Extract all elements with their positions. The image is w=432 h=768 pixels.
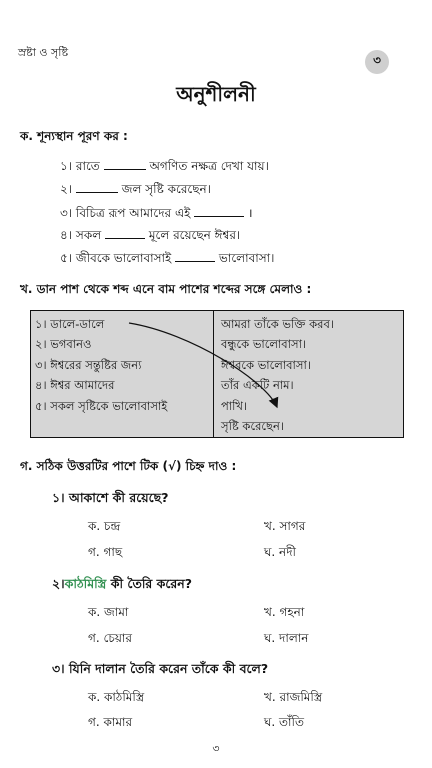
question-text: যিনি দালান তৈরি করেন তাঁকে কী বলে?: [68, 661, 269, 676]
footer-page-number: ৩: [212, 742, 220, 755]
right-item[interactable]: তাঁর একটি নাম।: [221, 378, 294, 393]
option-ka[interactable]: ক. চন্দ্র: [88, 519, 121, 533]
blank-line[interactable]: [76, 192, 118, 193]
item-number: ২।: [60, 182, 73, 196]
option-ga[interactable]: গ. চেয়ার: [88, 631, 132, 645]
section-ga-heading: গ. সঠিক উত্তরটির পাশে টিক (√) চিহ্ন দাও :: [20, 459, 237, 473]
right-column: [221, 315, 334, 438]
item-text-before: সকল: [75, 228, 102, 242]
item-text-before: বিচিত্র রূপ আমাদের এই: [75, 206, 191, 220]
fill-item-3: [60, 204, 253, 225]
question-text: আকাশে কী রয়েছে?: [68, 490, 169, 505]
right-item[interactable]: বন্ধুকে ভালোবাসা।: [221, 337, 307, 352]
table-divider: [213, 311, 214, 437]
matching-table: [30, 310, 404, 438]
blank-line[interactable]: [175, 261, 215, 262]
page-number-badge: ৩: [365, 50, 389, 74]
left-item[interactable]: ১। ডালে-ডালে: [35, 316, 105, 331]
book-title: স্রষ্টা ও সৃষ্টি: [18, 46, 69, 59]
left-item[interactable]: ২। ভগবানও: [35, 337, 92, 352]
item-number: ৫।: [60, 251, 73, 265]
item-number: ৩।: [60, 206, 73, 220]
blank-line[interactable]: [105, 238, 145, 239]
item-text-before: জীবকে ভালোবাসাই: [75, 251, 172, 265]
option-ga[interactable]: গ. কামার: [88, 715, 133, 729]
option-gha[interactable]: ঘ. নদী: [264, 545, 296, 559]
item-number: ৪।: [60, 228, 73, 242]
fill-item-2: [60, 181, 211, 201]
section-kha-heading: খ. ডান পাশ থেকে শব্দ এনে বাম পাশের শব্দের সঙ্গে মেলাও :: [20, 282, 312, 296]
question-number: ১।: [52, 490, 65, 505]
item-text-after: মূলে রয়েছেন ঈশ্বর।: [148, 228, 241, 242]
right-item[interactable]: পাখি।: [221, 398, 248, 413]
blank-line[interactable]: [104, 169, 146, 170]
option-ka[interactable]: ক. জামা: [88, 605, 129, 619]
right-item[interactable]: সৃষ্টি করেছেন।: [221, 419, 284, 434]
fill-item-1: [60, 158, 269, 178]
fill-item-5: [60, 250, 274, 270]
item-text-after: ।: [247, 206, 253, 220]
highlighted-word: কাঠমিস্ত্রি: [64, 576, 107, 591]
right-item[interactable]: ঈশ্বরকে ভালোবাসা।: [221, 357, 311, 372]
item-text-before: রাতে: [75, 159, 100, 173]
left-column: [35, 315, 167, 418]
blank-line[interactable]: [194, 216, 244, 217]
item-number: ১।: [60, 159, 73, 173]
left-item[interactable]: ৪। ঈশ্বর আমাদের: [35, 378, 115, 393]
fill-item-4: [60, 227, 240, 247]
question-text: কী তৈরি করেন?: [106, 576, 192, 591]
option-ga[interactable]: গ. গাছ: [88, 545, 123, 559]
page-title: অনুশীলনী: [176, 82, 256, 106]
question-1: [52, 490, 168, 510]
question-number: ২।: [52, 576, 65, 591]
question-3: [52, 661, 268, 681]
left-item[interactable]: ৫। সকল সৃষ্টিকে ভালোবাসাই: [35, 398, 168, 413]
question-2: [52, 576, 192, 596]
option-gha[interactable]: ঘ. দালান: [264, 631, 309, 645]
item-text-after: ভালোবাসা।: [218, 251, 275, 265]
option-ka[interactable]: ক. কাঠমিস্ত্রি: [88, 690, 145, 704]
question-number: ৩।: [52, 661, 65, 676]
item-text-after: অগণিত নক্ষত্র দেখা যায়।: [149, 159, 269, 173]
left-item[interactable]: ৩। ঈশ্বরের সন্তুষ্টির জন্য: [35, 357, 142, 372]
option-kha[interactable]: খ. রাজমিস্ত্রি: [264, 690, 323, 704]
right-item[interactable]: আমরা তাঁকে ভক্তি করব।: [221, 316, 334, 331]
section-ka-heading: ক. শূন্যস্থান পূরণ কর :: [20, 129, 128, 143]
option-kha[interactable]: খ. সাগর: [264, 519, 306, 533]
option-gha[interactable]: ঘ. তাঁতি: [264, 715, 304, 729]
item-text-after: জল সৃষ্টি করেছেন।: [121, 182, 211, 196]
option-kha[interactable]: খ. গহনা: [264, 605, 305, 619]
